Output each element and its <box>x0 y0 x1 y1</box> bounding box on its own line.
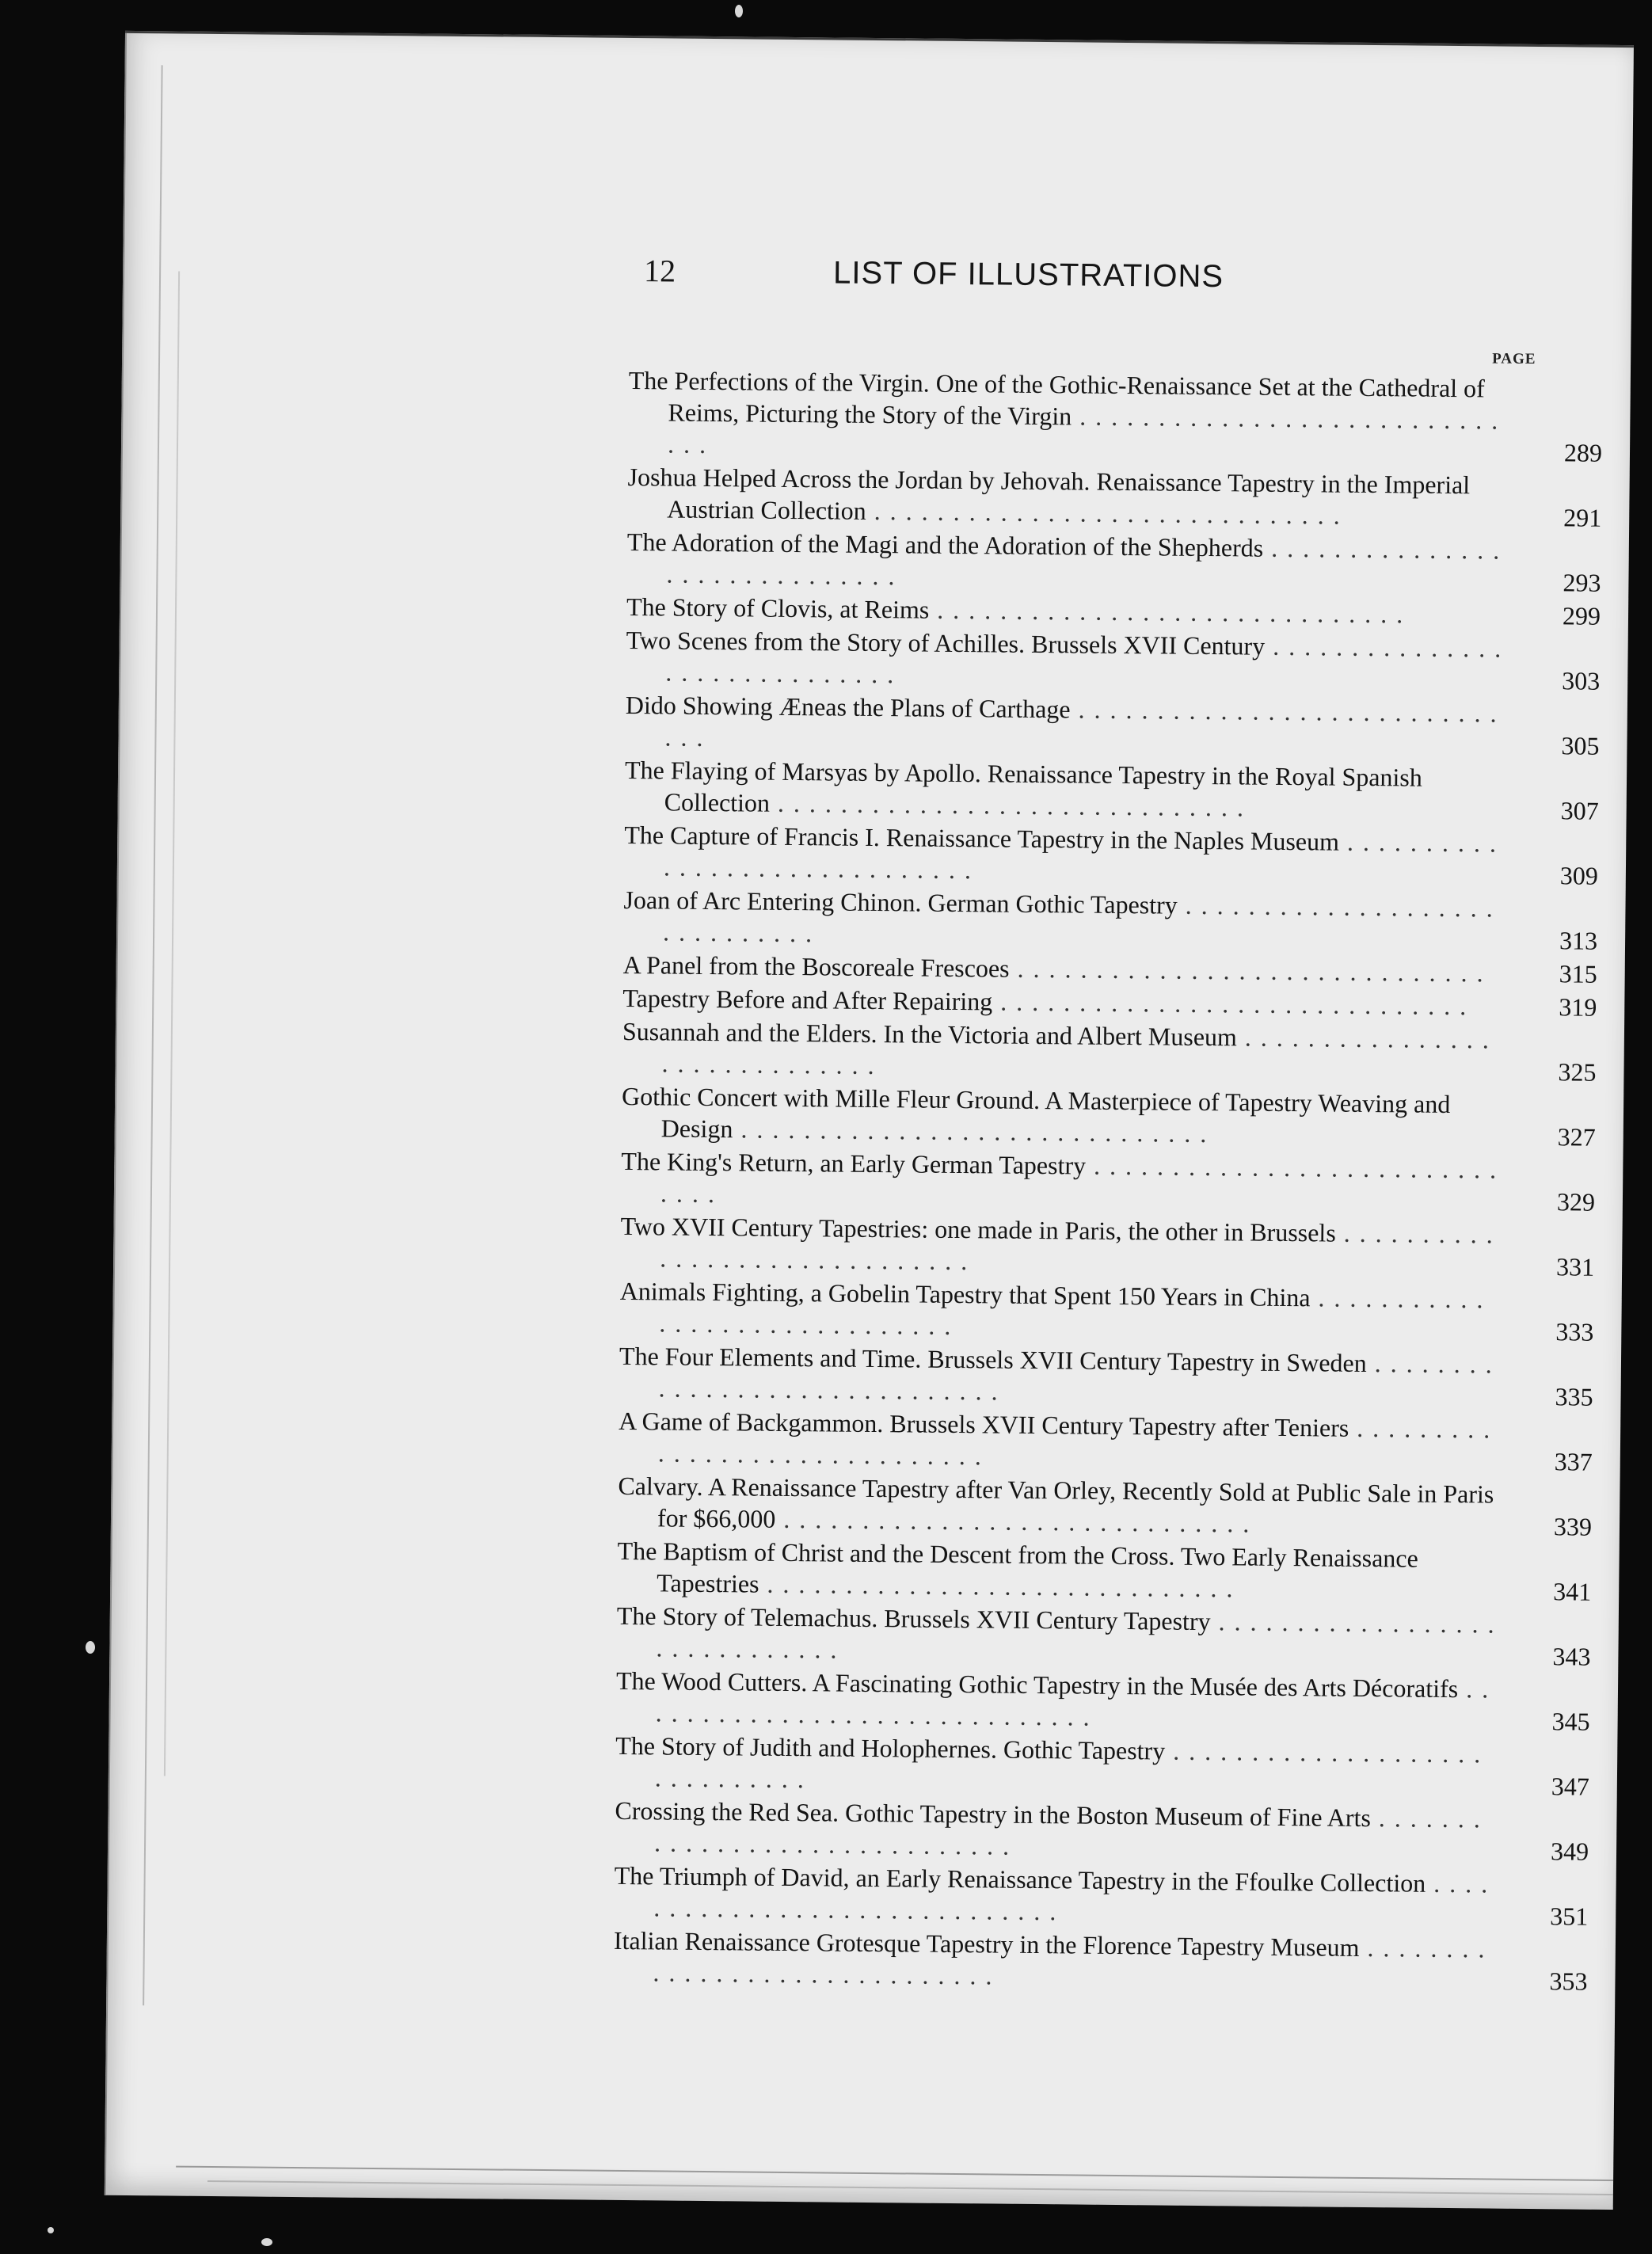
dust-speck <box>48 2227 54 2233</box>
entry-title: The Wood Cutters. A Fascinating Gothic Tapestry in the Musée des Arts Décoratifs . . <box>616 1665 1496 1737</box>
dust-speck <box>86 1641 95 1654</box>
entry-page: 349 <box>1550 1837 1589 1866</box>
list-item <box>624 819 1599 892</box>
entry-title: Italian Renaissance Grotesque Tapestry in the Florence Tapestry Museum . . <box>613 1925 1493 1997</box>
list-item <box>621 1145 1596 1218</box>
list-item <box>626 624 1601 697</box>
list-item <box>618 1470 1593 1543</box>
entry-title: The Capture of Francis I. Renaissance Tapestry in the Naples Museum . . <box>624 819 1504 891</box>
list-item <box>622 1080 1597 1153</box>
entry-title: Two XVII Century Tapestries: one made in Paris, the other in Brussels . . <box>620 1210 1500 1282</box>
entry-title: A Panel from the Boscoreale Frescoes . . <box>623 949 1502 989</box>
dust-speck <box>735 5 743 17</box>
entry-title: The Perfections of the Virgin. One of the Gothic-Renaissance Set at the Cathedral of Reims, Picturing the Story of the Virgin . . <box>628 364 1508 468</box>
entry-title: The Baptism of Christ and the Descent from the Cross. Two Early Renaissance Tapestries . . <box>617 1535 1497 1607</box>
entry-title: Susannah and the Elders. In the Victoria and Albert Museum . . <box>622 1015 1502 1087</box>
entry-title: The King's Return, an Early German Tapestry . . <box>621 1145 1501 1217</box>
entry-title: Gothic Concert with Mille Fleur Ground. A Masterpiece of Tapestry Weaving and Design . . <box>622 1080 1502 1152</box>
list-item <box>616 1600 1591 1673</box>
entry-page: 303 <box>1562 666 1601 695</box>
page-edge-line <box>105 33 127 2195</box>
list-item <box>615 1795 1589 1868</box>
list-item <box>613 1925 1588 1997</box>
page-edge-line <box>164 272 180 1776</box>
entry-page: 319 <box>1559 992 1597 1022</box>
entry-title: Calvary. A Renaissance Tapestry after Van Orley, Recently Sold at Public Sale in Paris for $66,000 . . <box>618 1470 1498 1542</box>
list-item <box>619 1275 1594 1348</box>
entry-page: 327 <box>1557 1122 1596 1152</box>
list-item <box>626 526 1601 599</box>
entry-title: Animals Fighting, a Gobelin Tapestry that Spent 150 Years in China . . <box>619 1275 1499 1347</box>
entry-title: A Game of Backgammon. Brussels XVII Century Tapestry after Teniers . . <box>619 1405 1498 1477</box>
dust-speck <box>261 2238 272 2246</box>
entry-page: 339 <box>1553 1512 1593 1541</box>
entry-page: 289 <box>1563 438 1603 467</box>
entry-page: 333 <box>1555 1317 1594 1346</box>
entry-title: The Triumph of David, an Early Renaissance Tapestry in the Ffoulke Collection . . <box>614 1860 1494 1932</box>
entry-page: 315 <box>1559 959 1597 988</box>
entry-title: The Story of Clovis, at Reims . . <box>626 591 1505 631</box>
entry-page: 305 <box>1561 731 1600 760</box>
list-item <box>616 1665 1591 1738</box>
page-bottom-edge <box>207 2180 1613 2195</box>
entry-title: The Adoration of the Magi and the Adoration of the Shepherds . . <box>626 526 1506 598</box>
entry-title: The Flaying of Marsyas by Apollo. Renaissance Tapestry in the Royal Spanish Collection . . <box>625 754 1505 826</box>
entry-title: The Four Elements and Time. Brussels XVII Century Tapestry in Sweden . . <box>619 1340 1498 1412</box>
entry-page: 331 <box>1555 1252 1595 1281</box>
list-item <box>628 364 1603 469</box>
entry-page: 313 <box>1559 926 1598 955</box>
list-item <box>622 1015 1597 1088</box>
list-item <box>625 754 1600 827</box>
entry-page: 345 <box>1551 1707 1590 1736</box>
entry-page: 309 <box>1559 861 1599 890</box>
entry-page: 335 <box>1555 1382 1593 1411</box>
entry-title: Tapestry Before and After Repairing . . <box>622 982 1502 1022</box>
entry-page: 353 <box>1549 1967 1588 1996</box>
list-item <box>627 461 1602 534</box>
page-bottom-edge <box>176 2166 1613 2181</box>
entry-page: 299 <box>1562 601 1601 630</box>
entry-page: 293 <box>1563 568 1601 597</box>
entry-title: Joshua Helped Across the Jordan by Jehovah. Renaissance Tapestry in the Imperial Austrian Collection . . <box>627 461 1507 533</box>
page-edge-line <box>143 65 163 2005</box>
list-item <box>619 1340 1593 1413</box>
entry-page: 291 <box>1563 503 1602 532</box>
page-header <box>123 247 1631 309</box>
entry-title: Dido Showing Æneas the Plans of Carthage . . <box>625 689 1505 761</box>
list-item <box>619 1405 1593 1478</box>
illustrations-list <box>613 364 1603 1999</box>
list-item <box>625 689 1600 762</box>
page-number: 12 <box>643 253 676 289</box>
entry-page: 337 <box>1554 1447 1593 1476</box>
list-item <box>620 1210 1595 1283</box>
list-item <box>623 884 1598 957</box>
entry-page: 325 <box>1558 1057 1597 1087</box>
entry-page: 329 <box>1556 1187 1596 1216</box>
entry-title: Crossing the Red Sea. Gothic Tapestry in the Boston Museum of Fine Arts . . <box>615 1795 1494 1867</box>
entry-title: Two Scenes from the Story of Achilles. Brussels XVII Century . . <box>626 624 1505 696</box>
entry-page: 341 <box>1553 1577 1592 1606</box>
page-title: LIST OF ILLUSTRATIONS <box>832 255 1224 295</box>
entry-page: 347 <box>1551 1772 1590 1801</box>
list-item <box>617 1535 1592 1608</box>
entry-page: 343 <box>1552 1642 1591 1671</box>
list-item <box>615 1730 1590 1803</box>
list-item <box>614 1860 1589 1932</box>
entry-page: 307 <box>1560 796 1599 825</box>
entry-title: Joan of Arc Entering Chinon. German Gothic Tapestry . . <box>623 884 1503 956</box>
page-column-label: PAGE <box>1492 350 1536 367</box>
entry-title: The Story of Telemachus. Brussels XVII Century Tapestry . . <box>616 1600 1496 1672</box>
book-page <box>105 31 1634 2210</box>
entry-title: The Story of Judith and Holophernes. Gothic Tapestry . . <box>615 1730 1495 1802</box>
entry-page: 351 <box>1550 1902 1589 1931</box>
